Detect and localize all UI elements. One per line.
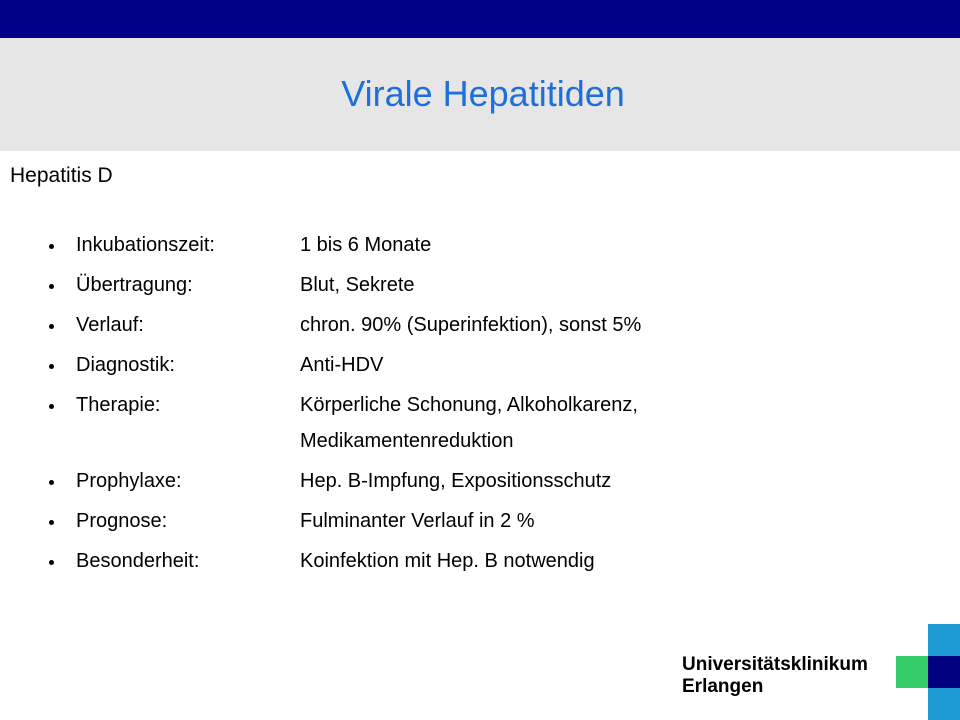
logo-line-1: Universitätsklinikum [682, 654, 868, 675]
bullet-icon [49, 480, 54, 485]
bullet-icon [49, 560, 54, 565]
item-value: 1 bis 6 Monate [300, 234, 432, 256]
item-label: Prognose: [76, 510, 168, 532]
bullet-icon [49, 284, 54, 289]
item-value: Fulminanter Verlauf in 2 % [300, 510, 535, 532]
item-label: Therapie: [76, 394, 161, 416]
bullet-icon [49, 324, 54, 329]
item-label: Prophylaxe: [76, 470, 182, 492]
item-label: Übertragung: [76, 274, 193, 296]
item-label: Diagnostik: [76, 354, 175, 376]
logo-line-2: Erlangen [682, 676, 764, 697]
item-label: Inkubationszeit: [76, 234, 215, 256]
university-logo-text [682, 654, 868, 698]
item-value: Koinfektion mit Hep. B notwendig [300, 550, 595, 572]
item-value: Blut, Sekrete [300, 274, 415, 296]
bullet-icon [49, 404, 54, 409]
logo-square-cyan-bottom [928, 688, 960, 720]
item-value: Körperliche Schonung, Alkoholkarenz, Medikamentenreduktion [300, 394, 638, 452]
slide-title: Virale Hepatitiden [341, 73, 625, 114]
bullet-icon [49, 364, 54, 369]
item-label: Besonderheit: [76, 550, 200, 572]
logo-square-green [896, 656, 928, 688]
item-value: Hep. B-Impfung, Expositionsschutz [300, 470, 612, 492]
item-label: Verlauf: [76, 314, 144, 336]
bullet-icon [49, 244, 54, 249]
logo-square-navy [928, 656, 960, 688]
slide-subtitle: Hepatitis D [10, 164, 113, 187]
top-bar [0, 0, 960, 38]
logo-square-cyan-top [928, 624, 960, 656]
item-value: chron. 90% (Superinfektion), sonst 5% [300, 314, 642, 336]
item-value: Anti-HDV [300, 354, 384, 376]
bullet-icon [49, 520, 54, 525]
